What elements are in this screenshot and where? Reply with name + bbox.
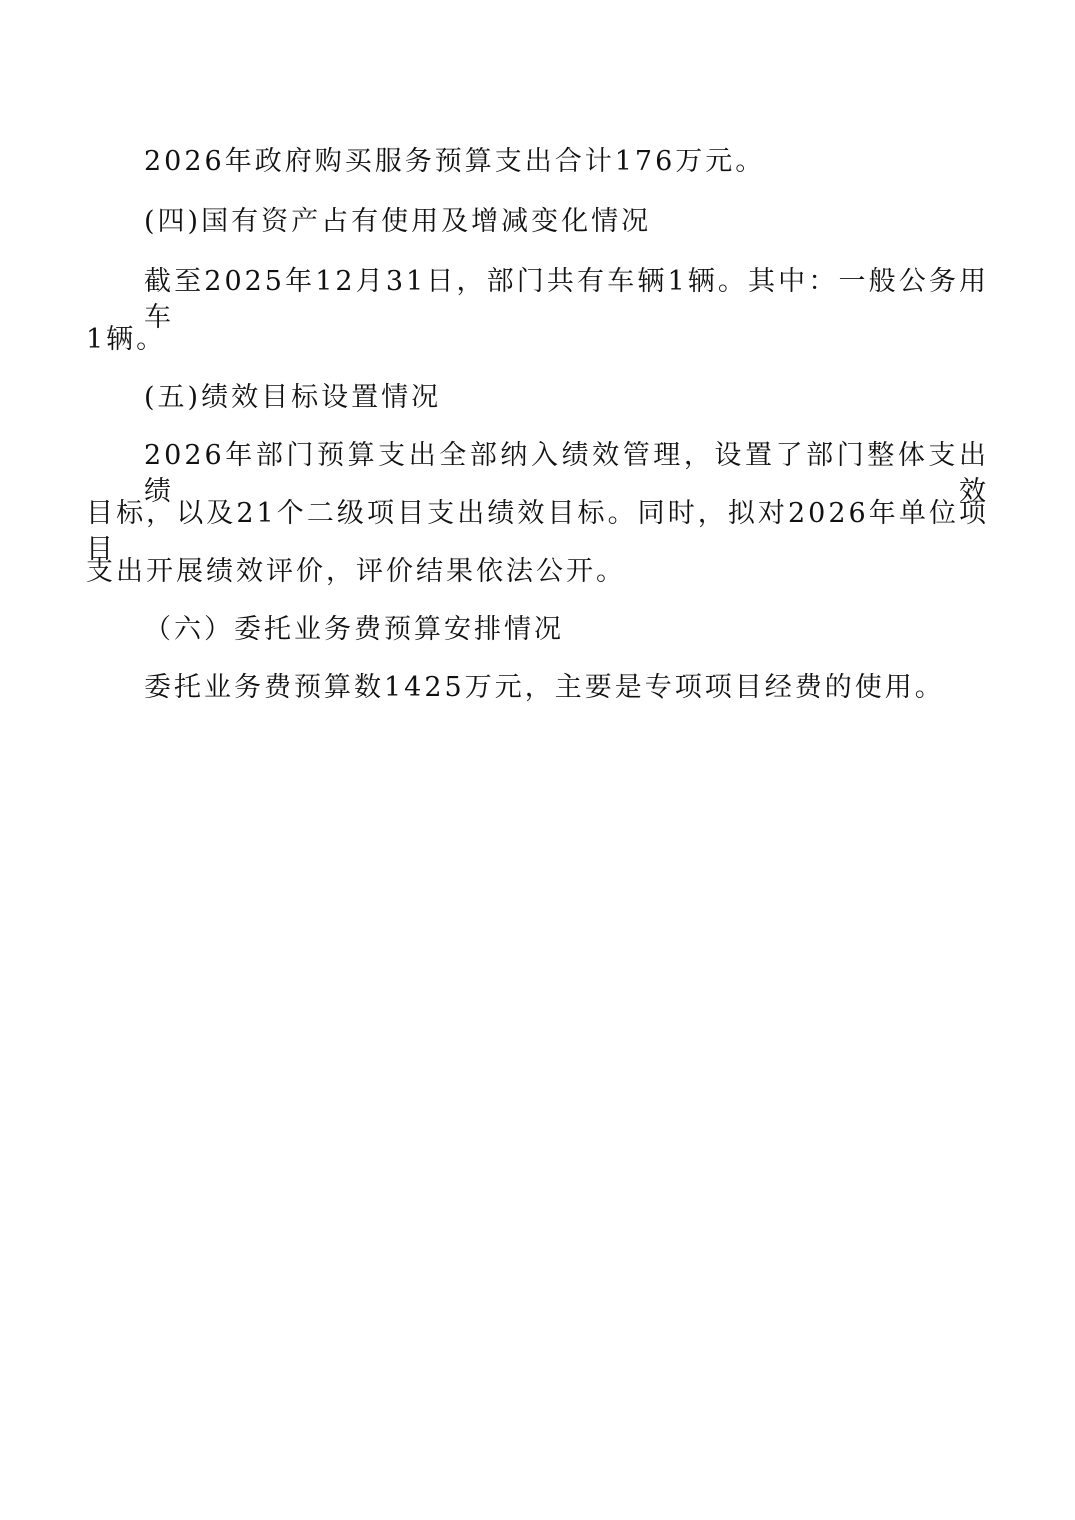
section-heading-state-assets: (四)国有资产占有使用及增减变化情况 [144, 206, 652, 237]
paragraph-commissioned-services-budget: 委托业务费预算数1425万元，主要是专项项目经费的使用。 [144, 672, 945, 703]
paragraph-vehicles-line-2: 1辆。 [86, 324, 167, 355]
section-heading-commissioned-services: （六）委托业务费预算安排情况 [144, 614, 564, 645]
paragraph-vehicles-line-1: 截至2025年12月31日，部门共有车辆1辆。其中：一般公务用车 [144, 266, 989, 333]
section-heading-performance-goals: (五)绩效目标设置情况 [144, 382, 442, 413]
paragraph-procurement-total: 2026年政府购买服务预算支出合计176万元。 [144, 146, 766, 177]
paragraph-performance-line-2: 目标，以及21个二级项目支出绩效目标。同时，拟对2026年单位项目 [86, 498, 989, 565]
paragraph-performance-line-1: 2026年部门预算支出全部纳入绩效管理，设置了部门整体支出绩效 [144, 440, 989, 507]
paragraph-performance-line-3: 支出开展绩效评价，评价结果依法公开。 [86, 556, 626, 587]
